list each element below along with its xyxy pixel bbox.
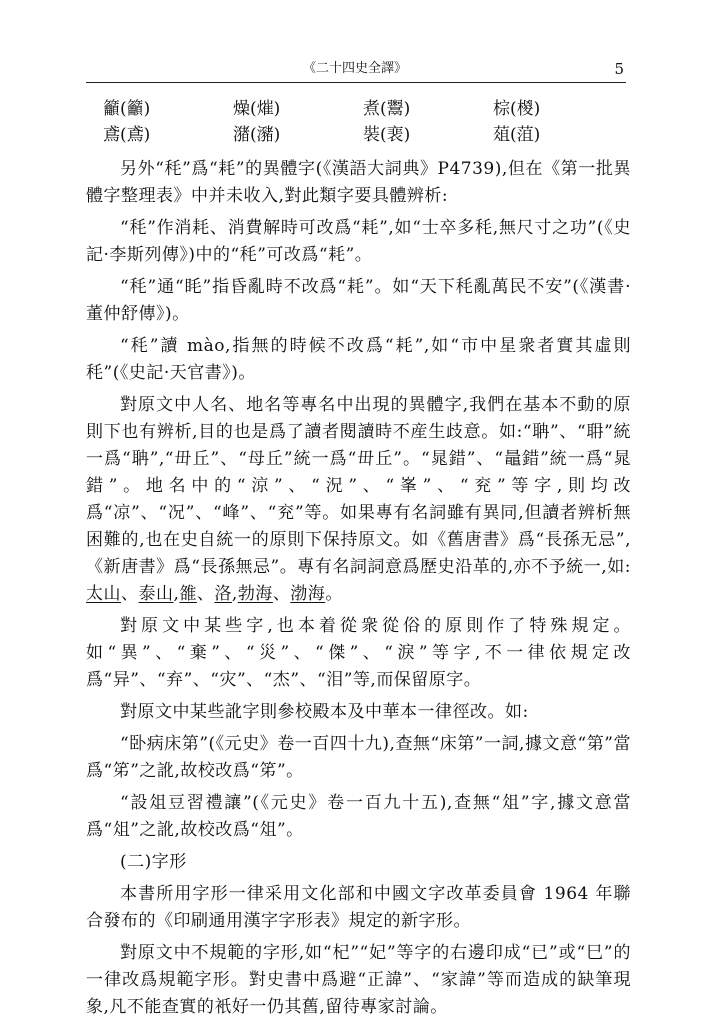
proper-name: 泰山 (138, 584, 174, 604)
paragraph: “秏”作消耗、消費解時可改爲“耗”,如“士卒多秏,無尺寸之功”(《史記·李斯列傳》)中的“秏”可改爲“耗”。 (86, 218, 631, 265)
variant-cell: 煮(鬻) (363, 99, 411, 119)
variant-character-table (103, 96, 623, 148)
page-number: 5 (614, 60, 624, 78)
variant-row (103, 122, 623, 148)
paragraph-end: 。 (325, 584, 343, 604)
variant-cell: 燥(熣) (233, 99, 281, 119)
proper-name: 渤海 (290, 584, 326, 604)
variant-cell: 葅(菹) (493, 125, 541, 145)
variant-cell: 潴(瀦) (233, 125, 281, 145)
paragraph: “卧病床第”(《元史》卷一百四十九),查無“床第”一詞,據文意“第”當爲“笫”之訛,故校改爲“笫”。 (86, 734, 631, 781)
variant-cell: 鳶(鳶) (103, 125, 151, 145)
variant-cell: 棕(椶) (493, 99, 541, 119)
book-title: 《二十四史全譯》 (302, 61, 407, 76)
variant-cell: 籲(籲) (103, 99, 151, 119)
proper-name: 雒 (179, 584, 197, 604)
page-body (86, 156, 631, 1026)
proper-name: 勃海 (237, 584, 273, 604)
paragraph: “秏”通“眊”指昏亂時不改爲“耗”。如“天下秏亂萬民不安”(《漢書·董仲舒傳》)。 (86, 277, 631, 324)
variant-cell: 裝(裵) (363, 125, 411, 145)
paragraph: “秏”讀 mào,指無的時候不改爲“耗”,如“市中星衆者實其虛則秏”(《史記·天官書》)。 (86, 336, 631, 383)
paragraph: 對原文中人名、地名等專名中出現的異體字,我們在基本不動的原則下也有辨析,目的也是爲了讀者閱讀時不産生歧意。如:“聃”、“耼”統一爲“聃”,“毌丘”、“母丘”統一爲“毌丘”。“晁錯”、“鼂錯”統一爲“晁錯”。地名中的“涼”、“況”、“峯”、“兖”等字,則均改爲“凉”、“况”、“峰”、“兖”等。如果專有名詞雖有異同,但讀者辨析無困難的,也在史自統一的原則下保持原文。如《舊唐書》爲“長孫无忌”,《新唐書》爲“長孫無忌”。專有名詞詞意爲歷史沿革的,亦不予統一,如:太山、泰山,雒、洛,勃海、渤海。 (86, 395, 631, 604)
paragraph-text: 對原文中人名、地名等專名中出現的異體字,我們在基本不動的原則下也有辨析,目的也是爲了讀者閱讀時不産生歧意。如:“聃”、“耼”統一爲“聃”,“毌丘”、“母丘”統一爲“毌丘”。“晁錯”、“鼂錯”統一爲“晁錯”。地名中的“涼”、“況”、“峯”、“兖”等字,則均改爲“凉”、“况”、“峰”、“兖”等。如果專有名詞雖有異同,但讀者辨析無困難的,也在史自統一的原則下保持原文。如《舊唐書》爲“長孫无忌”,《新唐書》爲“長孫無忌”。專有名詞詞意爲歷史沿革的,亦不予統一,如: (86, 395, 631, 577)
paragraph: “設俎豆習禮讓”(《元史》卷一百九十五),查無“俎”字,據文意當爲“俎”之訛,故校改爲“俎”。 (86, 793, 631, 840)
paragraph: 對原文中某些訛字則參校殿本及中華本一律徑改。如: (120, 702, 529, 722)
paragraph: 對原文中不規範的字形,如“杞”“妃”等字的右邊印成“已”或“巳”的一律改爲規範字形。對史書中爲避“正諱”、“家諱”等而造成的缺筆現象,凡不能查實的衹好一仍其舊,留待專家討論。 (86, 943, 631, 1017)
proper-name: 洛 (214, 584, 232, 604)
section-heading: (二)字形 (120, 852, 187, 872)
variant-row (103, 96, 623, 122)
header-rule (86, 82, 626, 83)
running-header (86, 58, 624, 80)
paragraph: 本書所用字形一律采用文化部和中國文字改革委員會 1964 年聯合發布的《印刷通用漢字字形表》規定的新字形。 (86, 884, 631, 931)
paragraph: 對原文中某些字,也本着從衆從俗的原則作了特殊規定。如“異”、“棄”、“災”、“傑”、“淚”等字,不一律依規定改爲“异”、“弃”、“灾”、“杰”、“泪”等,而保留原字。 (86, 616, 631, 690)
proper-name: 太山 (86, 584, 121, 604)
paragraph: 另外“秏”爲“耗”的異體字(《漢語大詞典》P4739),但在《第一批異體字整理表》中并未收入,對此類字要具體辨析: (86, 159, 631, 206)
